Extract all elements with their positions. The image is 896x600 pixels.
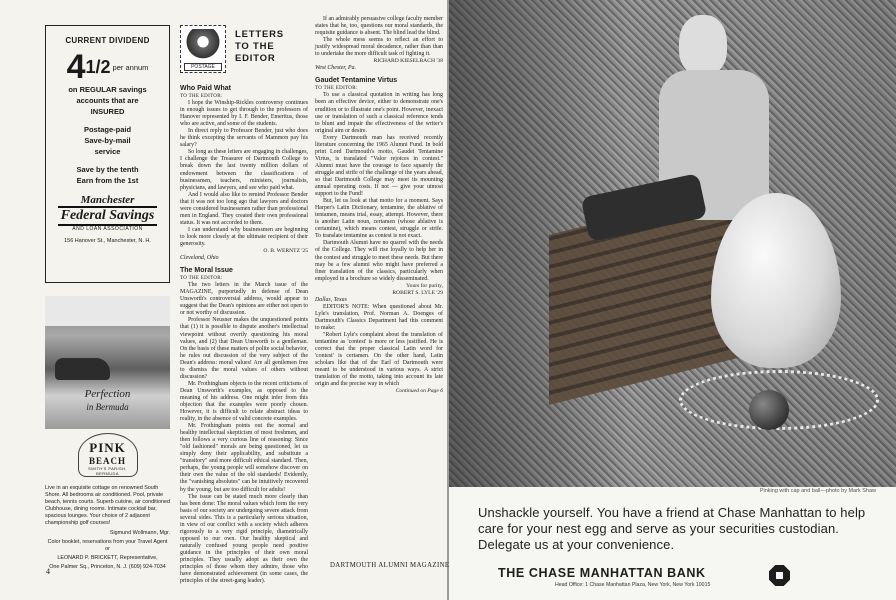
bank-name: THE CHASE MANHATTAN BANK bbox=[498, 566, 706, 580]
magazine-footer: DARTMOUTH ALUMNI MAGAZINE bbox=[330, 562, 450, 569]
pink-beach-logo bbox=[45, 433, 170, 480]
ad-line: accounts that are bbox=[76, 96, 139, 105]
ad-line: INSURED bbox=[90, 107, 125, 116]
paragraph: In direct reply to Professor Bender, just who does he think excepting the servants of Mammon pay his salary? bbox=[180, 128, 308, 149]
paragraph: I hope the Winship-Rickles controversy continues in enough issues to get through to the professors of Hanover represented by I. F. Bender, Emeritus, those who are active, and some of the students. bbox=[180, 100, 308, 128]
chase-tagline: Unshackle yourself. You have a friend at Chase Manhattan to help care for your nest egg and serve as your securities custodian. Delegate us at your convenience. bbox=[478, 505, 866, 552]
dividend-heading: CURRENT DIVIDEND bbox=[65, 36, 150, 45]
continued-note: Continued on Page 6 bbox=[395, 388, 443, 395]
car-image bbox=[55, 358, 110, 380]
logo-top: Manchester bbox=[80, 194, 135, 206]
rate-fraction: 1/2 bbox=[85, 56, 111, 77]
paragraph: Mr. Frothingham points out the normal and healthy intellectual skepticism of most freshmen, and then follows a very curious line of reasoning: Since "old fashioned" morals are being questioned, let us simply deny their applicability, and substitute a "transitory" and more difficult ethical standard. Then, perhaps, the young people will somehow discover on their own the value of the old standards! Evidently, the "vanishing absolutes" can be intuitively recovered by the young, but are too difficult for adults! bbox=[180, 423, 308, 493]
stamp-label: POSTAGE bbox=[184, 63, 222, 71]
paragraph: Mr. Frothingham objects to the recent criticisms of Dean Unsworth's examples, as opposed to the meaning of his address. One might infer from this objection that the examples were poorly chosen. However, it is difficult to relate abstract ideas to reality, in the absence of valid concrete examples. bbox=[180, 380, 308, 423]
letters-column-1 bbox=[180, 80, 308, 585]
rate-whole: 4 bbox=[66, 48, 86, 86]
per-annum: per annum bbox=[112, 62, 149, 72]
paragraph: The two letters in the March issue of the MAGAZINE, purportedly in defense of Dean Unsworth's controversial address, would appear to suggest that the Dean's opinions are either not open to or not worthy of discussion. bbox=[180, 282, 308, 317]
logo-beach: BEACH bbox=[88, 456, 126, 466]
paragraph: Professor Neusner makes the unquestioned points that (1) it is possible to dispute another's intellectual viewpoint without overtly questioning his moral values, and (2) that Dean Unsworth is a gentleman. On the basis of these matters of polite social behavior, he rules out discussion of the very subject of the Dean's address: moral values! Are all gentlemen free to dismiss the moral values of others without discussion? bbox=[180, 317, 308, 380]
postage-stamp-icon bbox=[180, 25, 226, 73]
ad-line: on REGULAR savings bbox=[68, 85, 147, 94]
resort-photo bbox=[45, 296, 170, 429]
paragraph: Dartmouth Alumni have no quarrel with the needs of the College. They will rise loyally to help her in the contest and struggle to meet these needs. But there may be a few alumni who might have preferred a finer translation of the classics, particularly when employed in a brochure so widely disseminated. bbox=[315, 240, 443, 282]
paragraph: But, let us look at that motto for a moment. Says Harper's Latin Dictionary, tentamine, the ablative of tentamen, means trial, essay, attempt. However, there is another Latin noun, certamen (whose ablative is certamine), which means contest, struggle or strife. To translate tentamine as contest is not exact. bbox=[315, 198, 443, 240]
pink-beach-ad bbox=[45, 296, 170, 568]
section-title: LETTERS TO THE EDITOR bbox=[235, 29, 284, 64]
chase-octagon-logo-icon bbox=[769, 565, 790, 586]
manager-signature: Sigmund Wollmann, Mgr. bbox=[109, 530, 170, 536]
photo-credit: Pinking with cap and ball—photo by Mark Shaw bbox=[759, 488, 876, 494]
closing: Yours for purity, bbox=[406, 282, 443, 289]
representative-address: One Palmer Sq., Princeton, N. J. (609) 924-7034 bbox=[49, 564, 166, 570]
paragraph: So long as these letters are engaging in challenges, I challenge the Treasurer of Dartmouth College to break down the last twenty million dollars of endowment between the classifications of businessmen, teachers, ministers, journalists, physicians, and lawyers, and see who paid what. bbox=[180, 149, 308, 191]
signature: RICHARD KIESELBACH '38 bbox=[373, 58, 443, 65]
salutation: TO THE EDITOR: bbox=[315, 86, 358, 92]
letter-heading: Who Paid What bbox=[180, 85, 231, 92]
paragraph: I can understand why businessmen are beginning to look more closely at the ultimate recipient of their generosity. bbox=[180, 226, 308, 247]
dividend-ad bbox=[45, 25, 170, 283]
logo-pink: PINK bbox=[89, 440, 126, 455]
ad-line: service bbox=[94, 147, 121, 156]
ad-copy: Live in an exquisite cottage on renowned South Shore. All bedrooms air conditioned. Pool, private beach, tennis courts. Superb cuisine, air conditioned Clubhouse, dining rooms. Intimate cocktail bar, spacious lounges. Your choice of 2 adjacent championship golf courses! bbox=[45, 485, 170, 526]
paragraph: Every Dartmouth man has received recently literature concerning the 1965 Alumni Fund. In bold print Lord Dartmouth's motto, Gaudet Tentamine Virtus, is translated "Valor rejoices in contest." Alumni must have the courage to face squarely the struggle and strife of the challenge of the years ahead, so that Dartmouth College may meet its mounting annual operating costs. If not — give your utmost support to the Fund! bbox=[315, 134, 443, 198]
ad-line: Postage-paid bbox=[83, 125, 132, 134]
letter-heading: The Moral Issue bbox=[180, 267, 233, 275]
letter-heading: Gaudet Tentamine Virtus bbox=[315, 77, 398, 85]
editors-note: EDITOR'S NOTE: When questioned about Mr. Lyle's translation, Prof. Norman A. Doenges of Dartmouth's Classics Department had this comment to make: bbox=[315, 303, 443, 331]
logo-parish: SMITH'S PARISH, BERMUDA bbox=[88, 466, 127, 476]
booklet-line: Color booklet, reservations from your Travel Agent or bbox=[47, 539, 168, 552]
man-figure bbox=[654, 15, 764, 215]
ad-line: Earn from the 1st bbox=[76, 176, 139, 185]
salutation: TO THE EDITOR: bbox=[180, 94, 223, 99]
photo-caption-1: Perfection bbox=[84, 388, 131, 400]
paragraph: The whole mess seems to reflect an effort to justify widespread moral decadence, rather than than to undertake the more difficult task of fighting it. bbox=[315, 37, 443, 58]
page-number: 4 bbox=[46, 567, 50, 576]
bank-address: 156 Hanover St., Manchester, N. H. bbox=[64, 238, 151, 244]
paragraph: The issue can be stated much more clearly than has been done: The moral values which form the very basis of our society are undergoing severe attack from several sides. This is a particularly serious situation, in view of our conflict with a society which adheres rigorously to a very rigid principle, diametrically opposed to our own. Our healthy skeptical and naturally confused young people need positive guidance in the principles of their own moral principles. They usually adopt as their own the principles of those whom they admire, those who have demonstrated achievement (in some cases, the principles of the street-gang leader). bbox=[180, 493, 308, 585]
paragraph: If an admirably persuasive college faculty member states that he, too, questions our moral standards, the requisite guidance is absent. The blind lead the blind. bbox=[315, 16, 443, 37]
location: Dallas, Texas bbox=[315, 296, 347, 303]
paragraph: "Robert Lyle's complaint about the translation of tentamine as 'contest' is more or less justified. He is correct that the proper classical Latin word for 'contest' is certamen. On the other hand, Latin scholars like that of the Earl of Dartmouth were meant to be understood in various ways. A strict translation of the motto, taking into account its late origin and the precise way in which bbox=[315, 332, 443, 388]
ball-and-chain-icon bbox=[749, 390, 789, 430]
signature: ROBERT S. LYLE '29 bbox=[392, 289, 443, 296]
paragraph: And I would also like to remind Professor Bender that it was not too long ago that lawyers and doctors were considered businessmen rather than professional men in England. They created their own professional status. It was not accorded to them. bbox=[180, 191, 308, 226]
chase-ad-photo bbox=[449, 0, 896, 487]
ad-line: Save-by-mail bbox=[84, 136, 131, 145]
location: West Chester, Pa. bbox=[315, 65, 357, 72]
letters-header bbox=[180, 25, 315, 80]
ad-line: Save by the tenth bbox=[76, 165, 139, 174]
logo-sub: AND LOAN ASSOCIATION bbox=[72, 226, 143, 232]
paragraph: To use a classical quotation in writing has long been an effective device, either to demonstrate one's erudition or to illustrate one's point. However, inexact use or translation of such a classical reference tends to blunt and impair the effectiveness of the writer's original aim or desire. bbox=[315, 92, 443, 134]
location: Cleveland, Ohio bbox=[180, 255, 219, 262]
representative: LEONARD P. BRICKETT, Representative, bbox=[57, 555, 158, 561]
photo-caption-2: in Bermuda bbox=[86, 402, 129, 412]
salutation: TO THE EDITOR: bbox=[180, 276, 223, 282]
dividend-rate bbox=[46, 50, 169, 84]
logo-main: Federal Savings bbox=[58, 206, 158, 226]
letters-column-2 bbox=[315, 16, 443, 556]
head-office-address: Head Office: 1 Chase Manhattan Plaza, New York, New York 10015 bbox=[555, 582, 711, 588]
signature: O. B. WERNTZ '25 bbox=[263, 248, 308, 255]
manchester-logo bbox=[46, 194, 169, 232]
